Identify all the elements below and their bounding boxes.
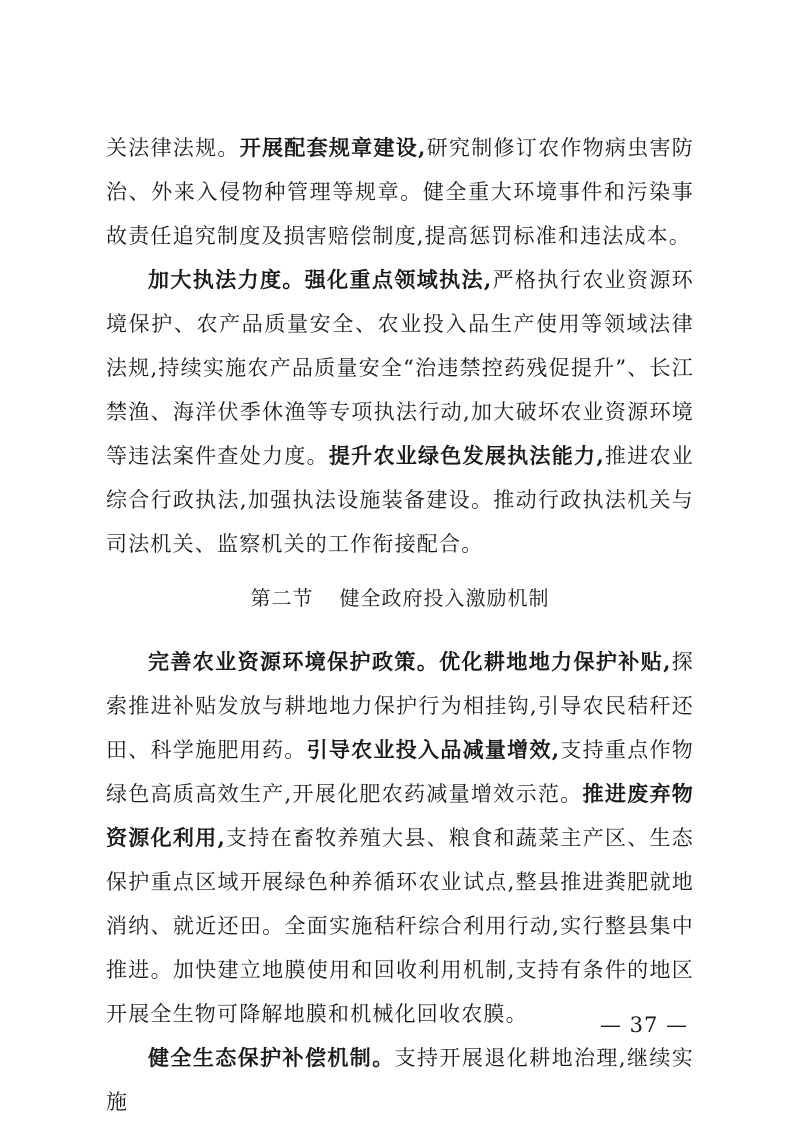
bold-heading-run: 推进废弃物资源化利用,: [106, 781, 694, 850]
bold-heading-run: 引导农业投入品减量增效,: [306, 737, 561, 762]
bold-heading-run: 加大执法力度。: [148, 267, 305, 292]
document-body: [106, 126, 694, 1124]
section-title-text: 健全政府投入激励机制: [339, 586, 550, 610]
text-run: 研究制修订农作物病虫害防治、外来入侵物种管理等规章。健全重大环境事件和污染事故责任追究制度及损害赔偿制度,提高惩罚标准和违法成本。: [106, 136, 694, 248]
text-run: 关法律法规。: [106, 136, 240, 160]
text-run: 支持开展退化耕地治理,继续实施: [106, 1046, 694, 1114]
bold-heading-run: 健全生态保护补偿机制。: [148, 1045, 395, 1070]
page-number: — 37 —: [600, 1013, 689, 1037]
bold-heading-run: 提升农业绿色发展执法能力,: [328, 443, 605, 468]
text-run: 推进农业综合行政执法,加强执法设施装备建设。推动行政执法机关与司法机关、监察机关的工作衔接配合。: [106, 444, 694, 556]
paragraph-environment-policy: [106, 640, 694, 1036]
bold-heading-run: 优化耕地地力保护补贴,: [439, 649, 672, 674]
bold-heading-run: 强化重点领域执法,: [304, 267, 493, 292]
text-run: 支持重点作物绿色高质高效生产,开展化肥农药减量增效示范。: [106, 738, 694, 806]
bold-heading-run: 完善农业资源环境保护政策。: [148, 649, 440, 674]
bold-heading-run: 开展配套规章建设,: [239, 135, 427, 160]
paragraph-eco-compensation: [106, 1036, 694, 1124]
text-run: 探索推进补贴发放与耕地地力保护行为相挂钩,引导农民秸秆还田、科学施肥用药。: [106, 650, 695, 762]
section-number: 第二节: [250, 586, 314, 610]
text-run: 严格执行农业资源环境保护、农产品质量安全、农业投入品生产使用等领域法律法规,持续实施农产品质量安全“治违禁控药残促提升”、长江禁渔、海洋伏季休渔等专项执法行动,加大破坏农业资源环境等违法案件查处力度。: [106, 268, 694, 468]
paragraph-enforcement: [106, 258, 694, 566]
section-heading: [106, 576, 694, 620]
paragraph-legal-regulations: [106, 126, 694, 258]
text-run: 支持在畜牧养殖大县、粮食和蔬菜主产区、生态保护重点区域开展绿色种养循环农业试点,整县推进粪肥就地消纳、就近还田。全面实施秸秆综合利用行动,实行整县集中推进。加快建立地膜使用和回收利用机制,支持有条件的地区开展全生物可降解地膜和机械化回收农膜。: [106, 826, 694, 1026]
